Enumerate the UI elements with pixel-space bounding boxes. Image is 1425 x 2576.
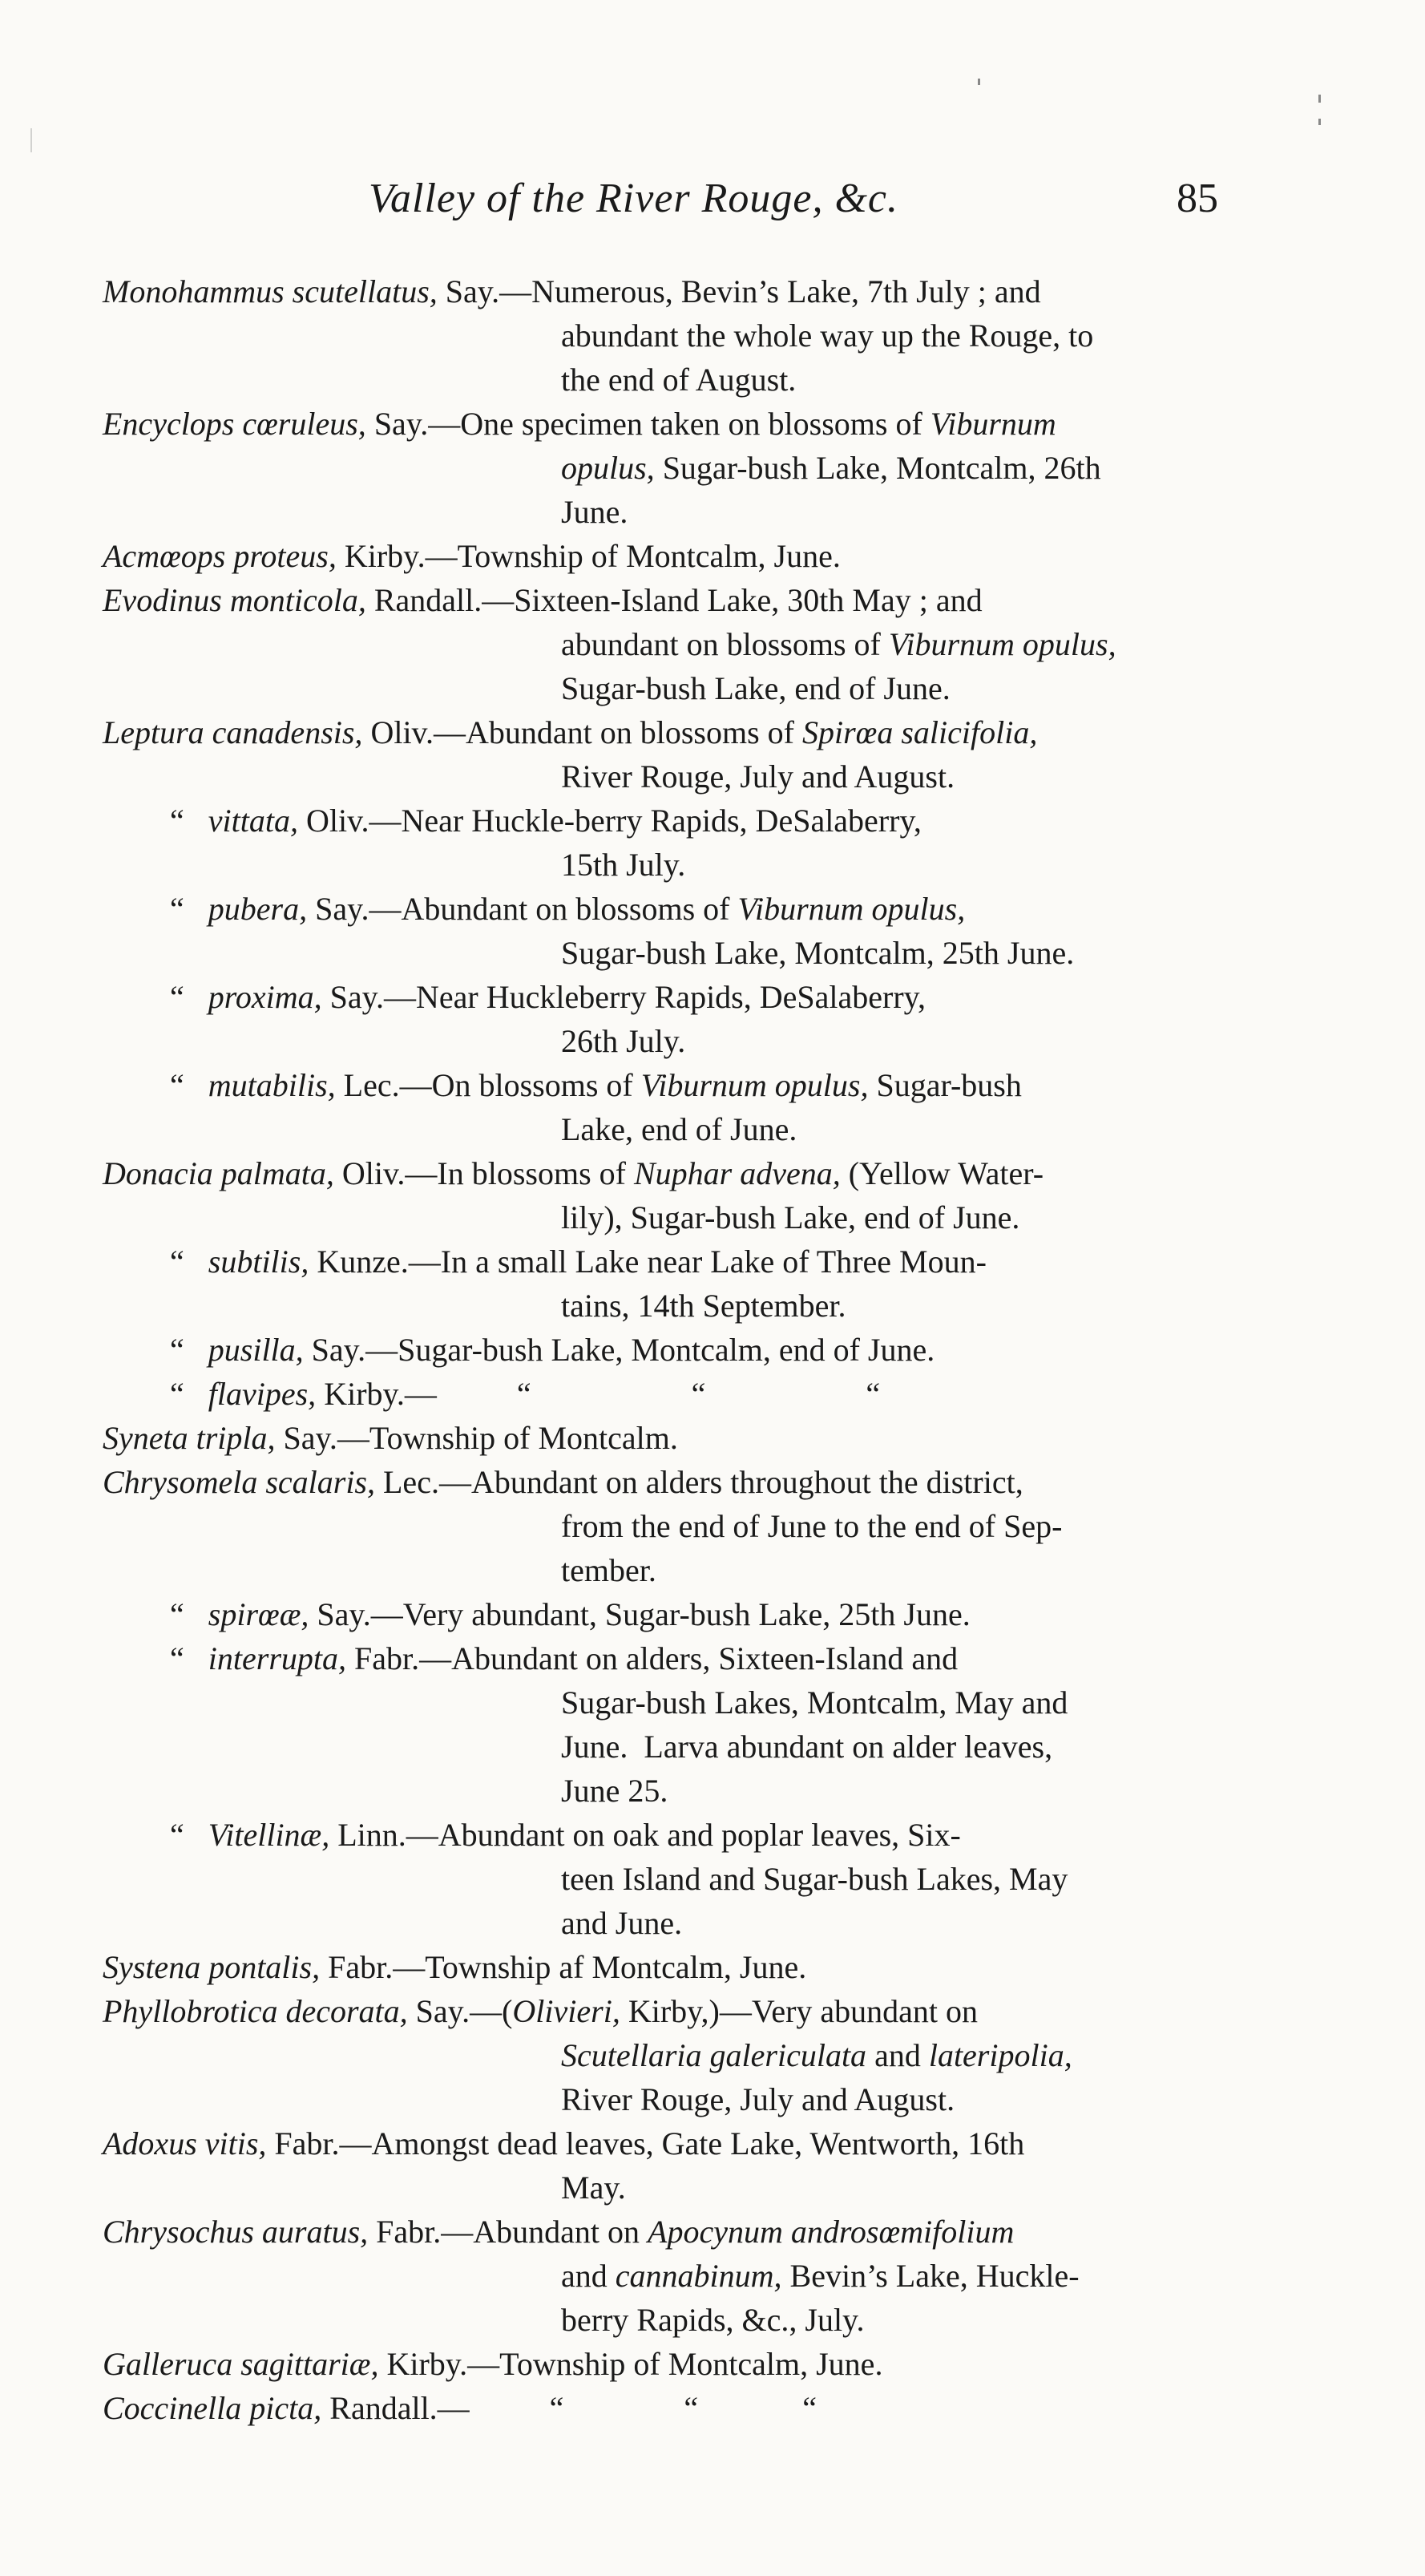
- text-run: Say.—Near Huckleberry Rapids, DeSalaberry,: [321, 979, 926, 1015]
- text-run: May.: [561, 2170, 626, 2206]
- italic-text: cannabinum,: [615, 2258, 782, 2294]
- italic-text: Encyclops cœruleus,: [103, 406, 366, 442]
- text-run: teen Island and Sugar-bush Lakes, May: [561, 1861, 1068, 1897]
- text-run: “: [170, 979, 184, 1015]
- entry-heading-line: [170, 1375, 880, 1413]
- text-run: Fabr.—Township af Montcalm, June.: [320, 1949, 807, 1985]
- italic-text: Viburnum opulus,: [640, 1067, 869, 1103]
- text-run: Fabr.—Abundant on: [368, 2214, 648, 2250]
- entry-continuation-line: [561, 449, 1265, 487]
- italic-text: Scutellaria galericulata: [561, 2037, 867, 2073]
- text-run: berry Rapids, &c., July.: [561, 2302, 865, 2338]
- entry-heading-line: [170, 802, 922, 840]
- text-run: Say.—(: [407, 1993, 513, 2029]
- italic-text: Syneta tripla,: [103, 1420, 276, 1456]
- italic-text: Vitellinæ,: [184, 1817, 330, 1853]
- text-run: Kirby,)—Very abundant on: [620, 1993, 979, 2029]
- entry-continuation-line: [561, 2169, 1265, 2207]
- entry-continuation-line: [561, 2257, 1265, 2295]
- text-run: the end of August.: [561, 362, 797, 398]
- text-run: Kirby.—Township of Montcalm, June.: [378, 2346, 883, 2382]
- entry-heading-line: [103, 1992, 978, 2031]
- italic-text: Chrysochus auratus,: [103, 2214, 369, 2250]
- entry-continuation-line: [561, 934, 1265, 973]
- entry-continuation-line: [561, 669, 1265, 708]
- entry-heading-line: [103, 1419, 678, 1458]
- text-run: Lec.—Abundant on alders throughout the district,: [375, 1464, 1023, 1500]
- text-run: tains, 14th September.: [561, 1288, 846, 1324]
- text-run: “: [170, 1817, 184, 1853]
- text-run: “: [170, 891, 184, 927]
- italic-text: subtilis,: [184, 1244, 309, 1280]
- italic-text: Phyllobrotica decorata,: [103, 1993, 408, 2029]
- italic-text: Chrysomela scalaris,: [103, 1464, 375, 1500]
- entry-continuation-line: [561, 758, 1265, 796]
- italic-text: Leptura canadensis,: [103, 714, 363, 750]
- italic-text: Monohammus scutellatus,: [103, 273, 438, 309]
- text-run: Sugar-bush Lake, Montcalm, 25th June.: [561, 935, 1075, 971]
- text-run: Oliv.—Near Huckle-berry Rapids, DeSalaberry,: [297, 803, 922, 839]
- text-run: Lake, end of June.: [561, 1111, 797, 1147]
- text-run: abundant the whole way up the Rouge, to: [561, 317, 1094, 354]
- text-run: abundant on blossoms of: [561, 626, 889, 662]
- scan-mark: [30, 128, 32, 152]
- text-run: and June.: [561, 1905, 683, 1941]
- entry-continuation-line: [561, 1022, 1265, 1061]
- entry-continuation-line: [561, 1110, 1265, 1149]
- text-run: Kunze.—In a small Lake near Lake of Three Moun-: [309, 1244, 987, 1280]
- text-run: lily), Sugar-bush Lake, end of June.: [561, 1199, 1020, 1235]
- text-run: “: [170, 1596, 184, 1632]
- text-run: Fabr.—Amongst dead leaves, Gate Lake, Wentworth, 16th: [266, 2125, 1025, 2161]
- text-run: 26th July.: [561, 1023, 686, 1059]
- entry-continuation-line: [561, 1287, 1265, 1325]
- text-run: River Rouge, July and August.: [561, 758, 955, 795]
- text-run: Say.—Township of Montcalm.: [275, 1420, 678, 1456]
- text-run: “: [170, 803, 184, 839]
- text-run: June 25.: [561, 1773, 668, 1809]
- text-run: Kirby.— “ “ “: [316, 1376, 881, 1412]
- text-run: Say.—Abundant on blossoms of: [307, 891, 738, 927]
- entry-heading-line: [103, 1155, 1044, 1193]
- italic-text: proxima,: [184, 979, 322, 1015]
- text-run: Say.—Numerous, Bevin’s Lake, 7th July ; and: [437, 273, 1041, 309]
- running-header: [0, 175, 1425, 231]
- text-run: Kirby.—Township of Montcalm, June.: [336, 538, 841, 574]
- text-run: Sugar-bush Lake, Montcalm, 26th: [654, 450, 1101, 486]
- text-run: Say.—One specimen taken on blossoms of: [365, 406, 930, 442]
- entry-heading-line: [170, 978, 926, 1017]
- entry-heading-line: [170, 1331, 935, 1369]
- text-run: Say.—Very abundant, Sugar-bush Lake, 25th June.: [309, 1596, 971, 1632]
- text-run: “: [170, 1244, 184, 1280]
- running-title: Valley of the River Rouge, &c.: [369, 176, 899, 221]
- entry-heading-line: [103, 2125, 1024, 2163]
- entry-heading-line: [170, 1816, 961, 1854]
- text-run: (Yellow Water-: [840, 1155, 1044, 1191]
- entry-continuation-line: [561, 361, 1265, 399]
- italic-text: Acmœops proteus,: [103, 538, 337, 574]
- scan-mark: [978, 79, 980, 85]
- entry-heading-line: [103, 2213, 1014, 2251]
- text-run: Fabr.—Abundant on alders, Sixteen-Island and: [346, 1640, 959, 1676]
- text-run: 15th July.: [561, 847, 686, 883]
- text-run: tember.: [561, 1552, 656, 1588]
- entry-continuation-line: [561, 1728, 1265, 1766]
- italic-text: vittata,: [184, 803, 298, 839]
- entry-heading-line: [170, 890, 965, 928]
- italic-text: lateripolia,: [928, 2037, 1072, 2073]
- text-run: Sugar-bush Lakes, Montcalm, May and: [561, 1684, 1068, 1721]
- text-run: Bevin’s Lake, Huckle-: [781, 2258, 1080, 2294]
- text-run: Sugar-bush: [868, 1067, 1022, 1103]
- entry-continuation-line: [561, 1772, 1265, 1810]
- italic-text: Evodinus monticola,: [103, 582, 366, 618]
- entry-continuation-line: [561, 846, 1265, 884]
- text-run: Lec.—On blossoms of: [335, 1067, 641, 1103]
- text-run: Oliv.—Abundant on blossoms of: [362, 714, 802, 750]
- entry-continuation-line: [561, 1860, 1265, 1899]
- entry-heading-line: [170, 1066, 1022, 1105]
- text-run: Sugar-bush Lake, end of June.: [561, 670, 951, 706]
- scan-mark: [1318, 119, 1321, 125]
- entry-continuation-line: [561, 1904, 1265, 1943]
- entry-heading-line: [103, 2345, 882, 2384]
- text-run: June.: [561, 494, 628, 530]
- text-run: from the end of June to the end of Sep-: [561, 1508, 1063, 1544]
- italic-text: Nuphar advena,: [633, 1155, 841, 1191]
- italic-text: interrupta,: [184, 1640, 346, 1676]
- italic-text: Viburnum: [930, 406, 1056, 442]
- entry-heading-line: [103, 405, 1056, 443]
- entry-heading-line: [170, 1640, 958, 1678]
- italic-text: opulus,: [561, 450, 655, 486]
- text-run: and: [561, 2258, 616, 2294]
- entry-continuation-line: [561, 1199, 1265, 1237]
- text-run: River Rouge, July and August.: [561, 2081, 955, 2117]
- text-run: “: [170, 1376, 184, 1412]
- entry-heading-line: [170, 1243, 987, 1281]
- entry-heading-line: [103, 537, 841, 576]
- entry-heading-line: [103, 2389, 817, 2428]
- text-run: “: [170, 1067, 184, 1103]
- italic-text: Adoxus vitis,: [103, 2125, 267, 2161]
- text-run: “: [170, 1640, 184, 1676]
- entry-continuation-line: [561, 493, 1265, 532]
- italic-text: mutabilis,: [184, 1067, 336, 1103]
- italic-text: Viburnum opulus,: [888, 626, 1116, 662]
- entry-continuation-line: [561, 1551, 1265, 1590]
- italic-text: spirœæ,: [184, 1596, 309, 1632]
- text-run: Linn.—Abundant on oak and poplar leaves, Six-: [329, 1817, 961, 1853]
- page-number: 85: [1177, 176, 1218, 221]
- italic-text: Systena pontalis,: [103, 1949, 321, 1985]
- italic-text: pubera,: [184, 891, 308, 927]
- italic-text: Apocynum androsœmifolium: [648, 2214, 1015, 2250]
- text-run: Oliv.—In blossoms of: [333, 1155, 634, 1191]
- entry-continuation-line: [561, 317, 1265, 355]
- entry-continuation-line: [561, 625, 1265, 664]
- entry-heading-line: [103, 714, 1037, 752]
- italic-text: Donacia palmata,: [103, 1155, 334, 1191]
- entry-heading-line: [103, 581, 983, 620]
- italic-text: pusilla,: [184, 1332, 304, 1368]
- text-run: June. Larva abundant on alder leaves,: [561, 1729, 1053, 1765]
- entry-continuation-line: [561, 2301, 1265, 2339]
- text-run: Randall.—Sixteen-Island Lake, 30th May ; and: [365, 582, 983, 618]
- entry-heading-line: [103, 1463, 1023, 1502]
- italic-text: Viburnum opulus,: [737, 891, 966, 927]
- entry-continuation-line: [561, 2081, 1265, 2119]
- entry-heading-line: [103, 1948, 806, 1987]
- scan-mark: [1318, 95, 1321, 103]
- italic-text: Galleruca sagittariæ,: [103, 2346, 379, 2382]
- entry-heading-line: [103, 273, 1041, 311]
- entry-continuation-line: [561, 1684, 1265, 1722]
- text-run: Randall.— “ “ “: [321, 2390, 817, 2426]
- text-run: “: [170, 1332, 184, 1368]
- italic-text: Coccinella picta,: [103, 2390, 322, 2426]
- entry-continuation-line: [561, 2036, 1265, 2075]
- entry-heading-line: [170, 1595, 971, 1634]
- entry-continuation-line: [561, 1507, 1265, 1546]
- italic-text: Spirœa salicifolia,: [801, 714, 1038, 750]
- text-run: and: [866, 2037, 929, 2073]
- italic-text: Olivieri,: [512, 1993, 620, 2029]
- text-run: Say.—Sugar-bush Lake, Montcalm, end of June.: [303, 1332, 935, 1368]
- italic-text: flavipes,: [184, 1376, 317, 1412]
